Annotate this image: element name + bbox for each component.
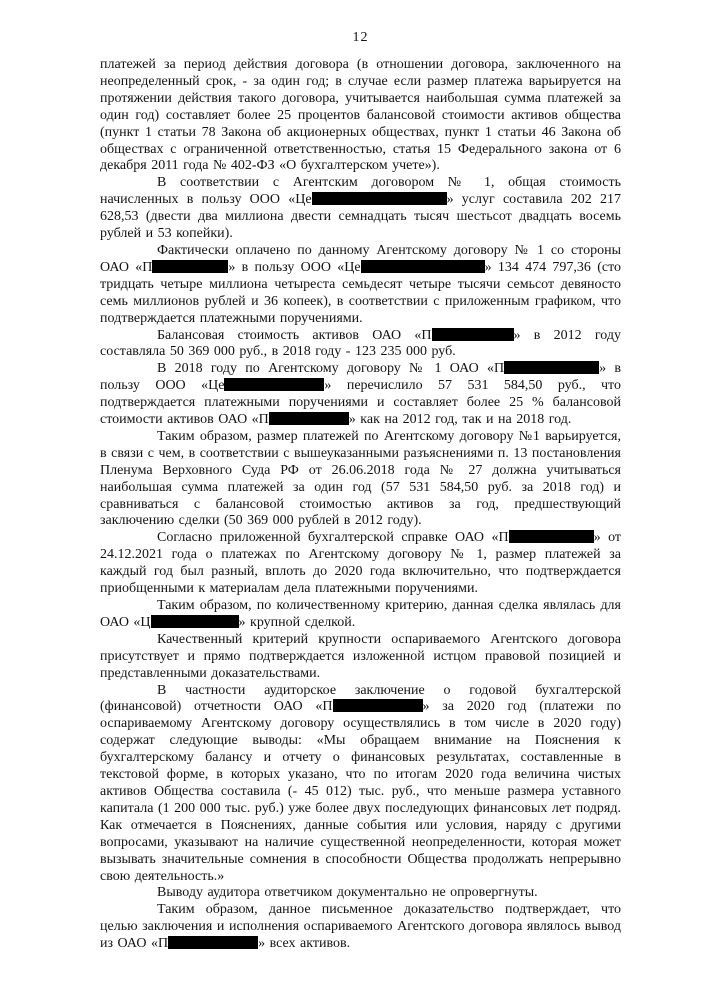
redaction-box	[432, 328, 514, 341]
page-number: 12	[352, 30, 369, 45]
paragraph: Таким образом, размер платежей по Агентскому договору №1 варьируется, в связи с чем, в соответствии с вышеуказанными разъяснениями п. 13 постановления Пленума Верховного Суда РФ от 26.06.2018 года № 27 должна учитываться наибольшая сумма платежей за один год (57 531 584,50 руб. за 2018 год) и сравниваться с балансовой стоимостью активов за год, предшествующий заключению сделки (50 369 000 рублей в 2012 году).	[100, 428, 621, 529]
redaction-box	[312, 192, 447, 205]
redaction-box	[504, 361, 599, 374]
paragraph: платежей за период действия договора (в отношении договора, заключенного на неопределенный срок, - за один год; в случае если размер платежа варьируется на протяжении действия такого договора, учитывается наибольшая сумма платежей за один год) составляет более 25 процентов балансовой стоимости активов общества (пункт 1 статьи 78 Закона об акционерных обществах, пункт 1 статьи 46 Закона об обществах с ограниченной ответственностью, статья 15 Федерального закона от 6 декабря 2011 года № 402-ФЗ «О бухгалтерском учете»).	[100, 57, 621, 174]
paragraph: Таким образом, по количественному критерию, данная сделка являлась для ОАО «Ц » крупной сделкой.	[100, 598, 621, 630]
paragraph: Таким образом, данное письменное доказательство подтверждает, что целью заключения и исполнения оспариваемого Агентского договора являлось вывод из ОАО «П » всех активов.	[100, 902, 621, 952]
redaction-box	[151, 615, 239, 628]
redaction-box	[224, 378, 324, 391]
redaction-box	[152, 260, 228, 273]
redaction-box	[269, 412, 349, 425]
paragraph: Балансовая стоимость активов ОАО «П » в 2012 году составляла 50 369 000 руб., в 2018 году - 123 235 000 руб.	[100, 327, 621, 360]
redaction-box	[333, 699, 423, 712]
paragraph: Согласно приложенной бухгалтерской справке ОАО «П » от 24.12.2021 года о платежах по Агентскому договору № 1, размер платежей за каждый год был разный, вплоть до 2020 года включительно, что подтверждается приобщенными к материалам дела платежными поручениями.	[100, 530, 622, 597]
paragraph: В соответствии с Агентским договором № 1, общая стоимость начисленных в пользу ООО «Це » услуг составила 202 217 628,53 (двести два миллиона двести семнадцать тысяч шестьсот двадцать восемь рублей и 53 копейки).	[100, 175, 621, 242]
paragraph: Фактически оплачено по данному Агентскому договору № 1 со стороны ОАО «П » в пользу ООО «Це » 134 474 797,36 (сто тридцать четыре миллиона четыреста семьдесят четыре тысячи семьсот девяносто семь миллионов рублей и 36 копеек), в соответствии с приложенным графиком, что подтверждается платежными поручениями.	[100, 242, 622, 326]
paragraph: В 2018 году по Агентскому договору № 1 ОАО «П » в пользу ООО «Це » перечислило 57 531 584,50 руб., что подтверждается платежными поручениями и составляет более 25 % балансовой стоимости активов ОАО «П » как на 2012 год, так и на 2018 год.	[100, 361, 621, 428]
redaction-box	[361, 260, 485, 273]
paragraph: Качественный критерий крупности оспариваемого Агентского договора присутствует и прямо подтверждается изложенной истцом правовой позицией и представленными доказательствами.	[100, 631, 621, 681]
paragraph: Выводу аудитора ответчиком документально не опровергнуты.	[157, 885, 538, 901]
document-body	[100, 57, 621, 953]
redaction-box	[509, 530, 594, 543]
paragraph: В частности аудиторское заключение о годовой бухгалтерской (финансовой) отчетности ОАО «П » за 2020 год (платежи по оспариваемому Агентскому договору осуществлялись в том числе в 2020 году) содержат следующие выводы: «Мы обращаем внимание на Пояснения к бухгалтерскому балансу и отчету о финансовых результатах, составленные в текстовой форме, в которых указано, что по итогам 2020 года величина чистых активов Общества составила (- 45 012) тыс. руб., что меньше размера уставного капитала (1 200 000 тыс. руб.) уже более двух последующих финансовых лет подряд. Как отмечается в Пояснениях, данные события или условия, наряду с другими вопросами, указывают на наличие существенной неопределенности, которая может вызывать значительные сомнения в способности Общества продолжать непрерывно свою деятельность.»	[100, 682, 621, 884]
redaction-box	[168, 936, 258, 949]
